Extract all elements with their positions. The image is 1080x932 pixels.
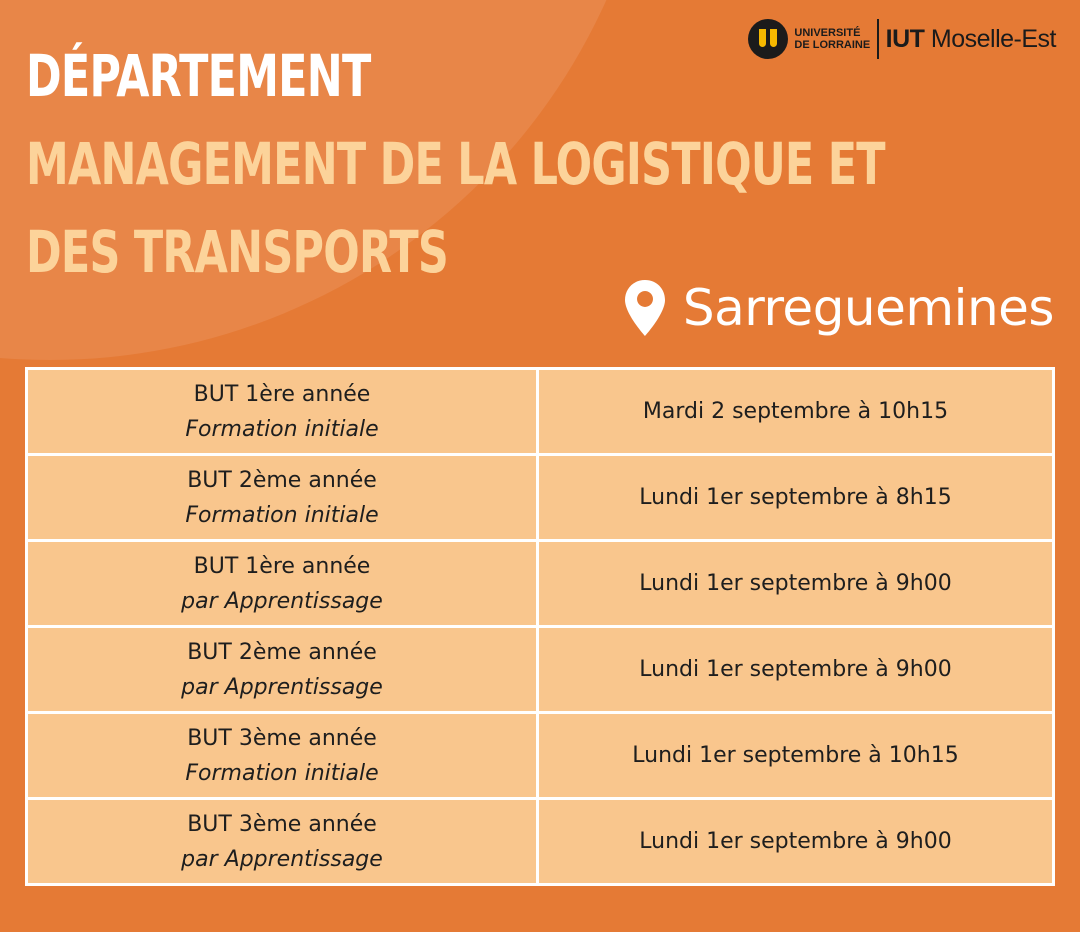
university-line1: UNIVERSITÉ: [794, 27, 861, 39]
program-mode: Formation initiale: [185, 416, 379, 442]
program-level: BUT 2ème année: [187, 639, 377, 665]
department-label: DÉPARTEMENT: [26, 42, 371, 110]
university-line2: DE LORRAINE: [794, 39, 871, 51]
program-mode: Formation initiale: [185, 502, 379, 528]
program-cell: [27, 541, 538, 627]
table-row: [27, 627, 1054, 713]
program-level: BUT 3ème année: [187, 725, 377, 751]
date-cell: Lundi 1er septembre à 9h00: [538, 541, 1054, 627]
program-cell: [27, 799, 538, 885]
date-cell: Lundi 1er septembre à 8h15: [538, 455, 1054, 541]
program-level: BUT 1ère année: [193, 381, 371, 407]
ul-logo-icon: [748, 19, 788, 59]
table-row: [27, 541, 1054, 627]
table-row: [27, 799, 1054, 885]
program-mode: par Apprentissage: [181, 588, 383, 614]
program-level: BUT 2ème année: [187, 467, 377, 493]
iut-logo-text: [886, 25, 1056, 54]
schedule-table: [25, 367, 1055, 886]
program-cell: [27, 627, 538, 713]
program-cell: [27, 455, 538, 541]
program-cell: [27, 713, 538, 799]
department-name: MANAGEMENT DE LA LOGISTIQUE ET DES TRANSPORTS: [26, 130, 885, 286]
table-row: [27, 713, 1054, 799]
map-pin-icon: [623, 278, 667, 338]
program-level: BUT 3ème année: [187, 811, 377, 837]
university-logo: [748, 18, 1056, 60]
program-mode: Formation initiale: [185, 760, 379, 786]
program-cell: [27, 369, 538, 455]
program-level: BUT 1ère année: [193, 553, 371, 579]
date-cell: Lundi 1er septembre à 9h00: [538, 799, 1054, 885]
location-city: Sarreguemines: [682, 279, 1054, 337]
date-cell: Mardi 2 septembre à 10h15: [538, 369, 1054, 455]
date-cell: Lundi 1er septembre à 9h00: [538, 627, 1054, 713]
university-name: [794, 27, 870, 51]
location: [623, 278, 1054, 338]
table-row: [27, 455, 1054, 541]
iut-label: IUT: [885, 24, 925, 53]
program-mode: par Apprentissage: [181, 846, 383, 872]
campus-label: Moselle-Est: [930, 24, 1056, 53]
table-row: [27, 369, 1054, 455]
date-cell: Lundi 1er septembre à 10h15: [538, 713, 1054, 799]
logo-divider: [877, 19, 879, 59]
title-block: [26, 36, 1080, 296]
program-mode: par Apprentissage: [181, 674, 383, 700]
